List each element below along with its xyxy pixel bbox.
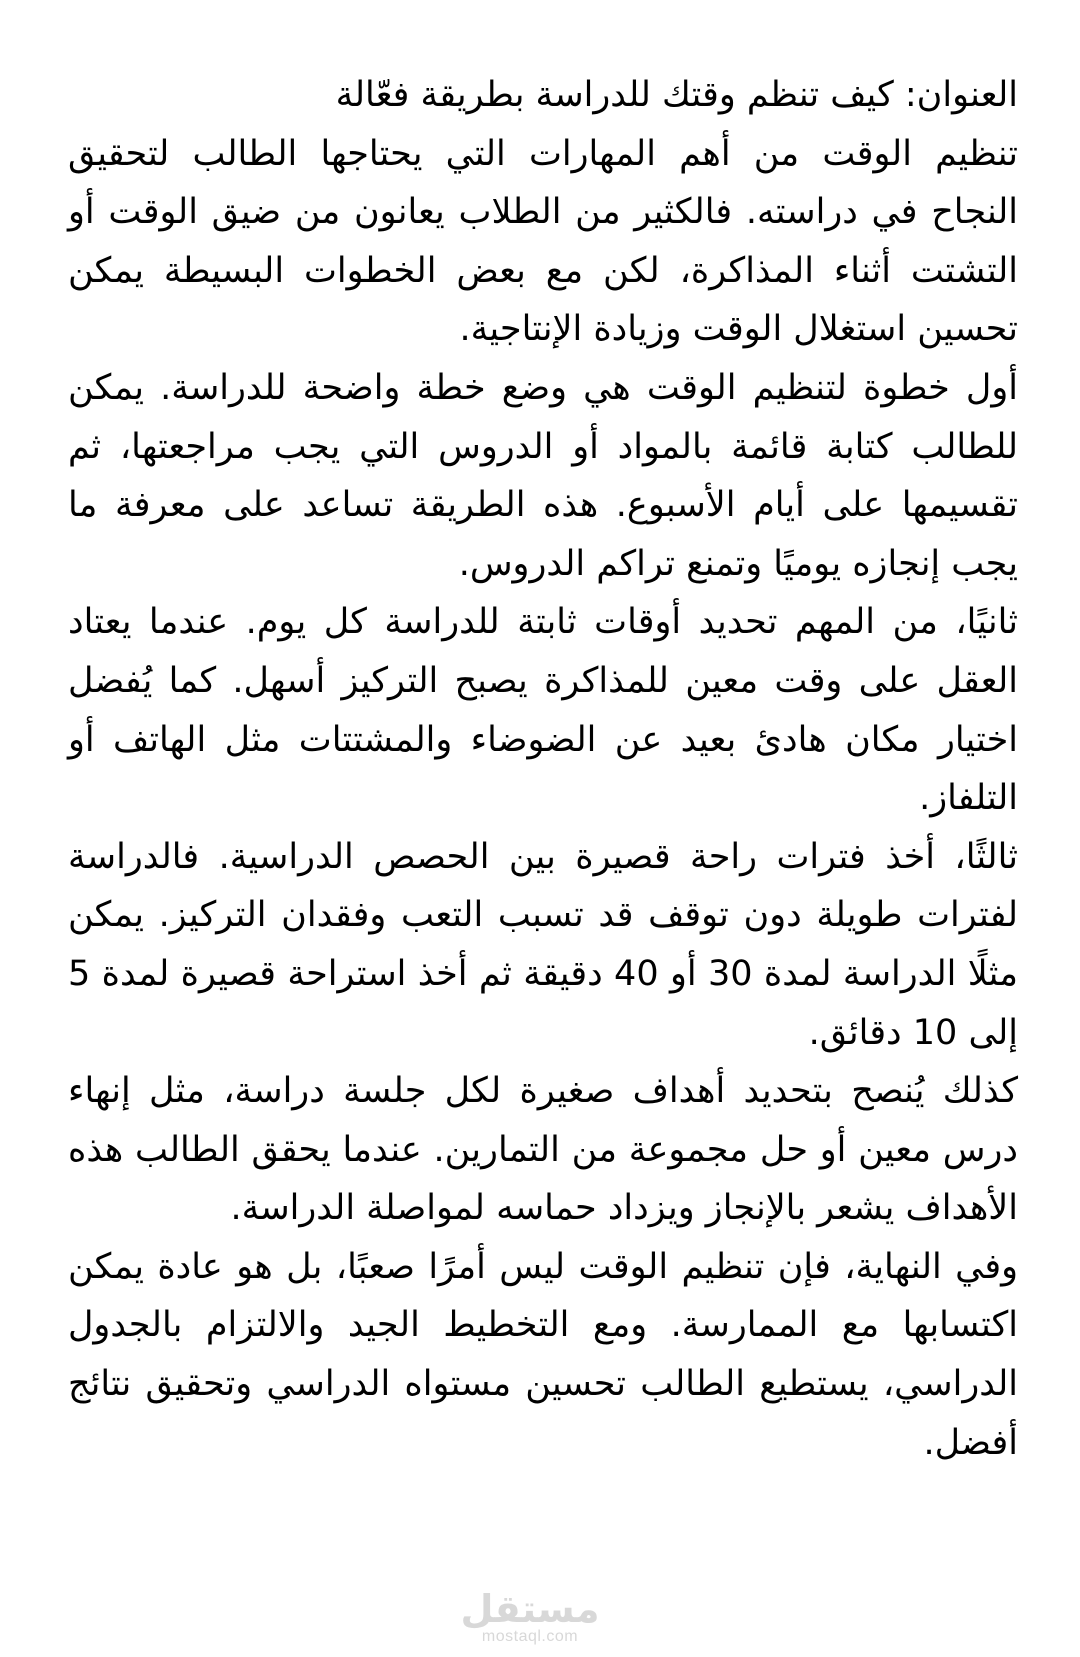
mostaql-watermark — [440, 1587, 620, 1652]
paragraph-breaks: ثالثًا، أخذ فترات راحة قصيرة بين الحصص الدراسية. فالدراسة لفترات طويلة دون توقف قد تسبب التعب وفقدان التركيز. يمكن مثلًا الدراسة لمدة 30 أو 40 دقيقة ثم أخذ استراحة قصيرة لمدة 5 إلى 10 دقائق. — [68, 836, 1018, 1053]
paragraph-small-goals: كذلك يُنصح بتحديد أهداف صغيرة لكل جلسة دراسة، مثل إنهاء درس معين أو حل مجموعة من التمارين. عندما يحقق الطالب هذه الأهداف يشعر بالإنجاز ويزداد حماسه لمواصلة الدراسة. — [68, 1071, 1018, 1229]
paragraph-conclusion: وفي النهاية، فإن تنظيم الوقت ليس أمرًا صعبًا، بل هو عادة يمكن اكتسابها مع الممارسة. ومع التخطيط الجيد والالتزام بالجدول الدراسي، يستطيع الطالب تحسين مستواه الدراسي وتحقيق نتائج أفضل. — [68, 1246, 1018, 1463]
article-body — [68, 66, 1018, 1472]
paragraph-study-plan: أول خطوة لتنظيم الوقت هي وضع خطة واضحة للدراسة. يمكن للطالب كتابة قائمة بالمواد أو الدروس التي يجب مراجعتها، ثم تقسيمها على أيام الأسبوع. هذه الطريقة تساعد على معرفة ما يجب إنجازه يوميًا وتمنع تراكم الدروس. — [68, 367, 1018, 584]
watermark-url: mostaql.com — [481, 1628, 579, 1645]
paragraph-fixed-times: ثانيًا، من المهم تحديد أوقات ثابتة للدراسة كل يوم. عندما يعتاد العقل على وقت معين للمذاكرة يصبح التركيز أسهل. كما يُفضل اختيار مكان هادئ بعيد عن الضوضاء والمشتتات مثل الهاتف أو التلفاز. — [68, 602, 1018, 819]
article-title: العنوان: كيف تنظم وقتك للدراسة بطريقة فعّالة — [335, 75, 1018, 115]
paragraph-intro: تنظيم الوقت من أهم المهارات التي يحتاجها الطالب لتحقيق النجاح في دراسته. فالكثير من الطلاب يعانون من ضيق الوقت أو التشتت أثناء المذاكرة، لكن مع بعض الخطوات البسيطة يمكن تحسين استغلال الوقت وزيادة الإنتاجية. — [68, 133, 1018, 350]
watermark-brand: مستقل — [460, 1587, 600, 1631]
